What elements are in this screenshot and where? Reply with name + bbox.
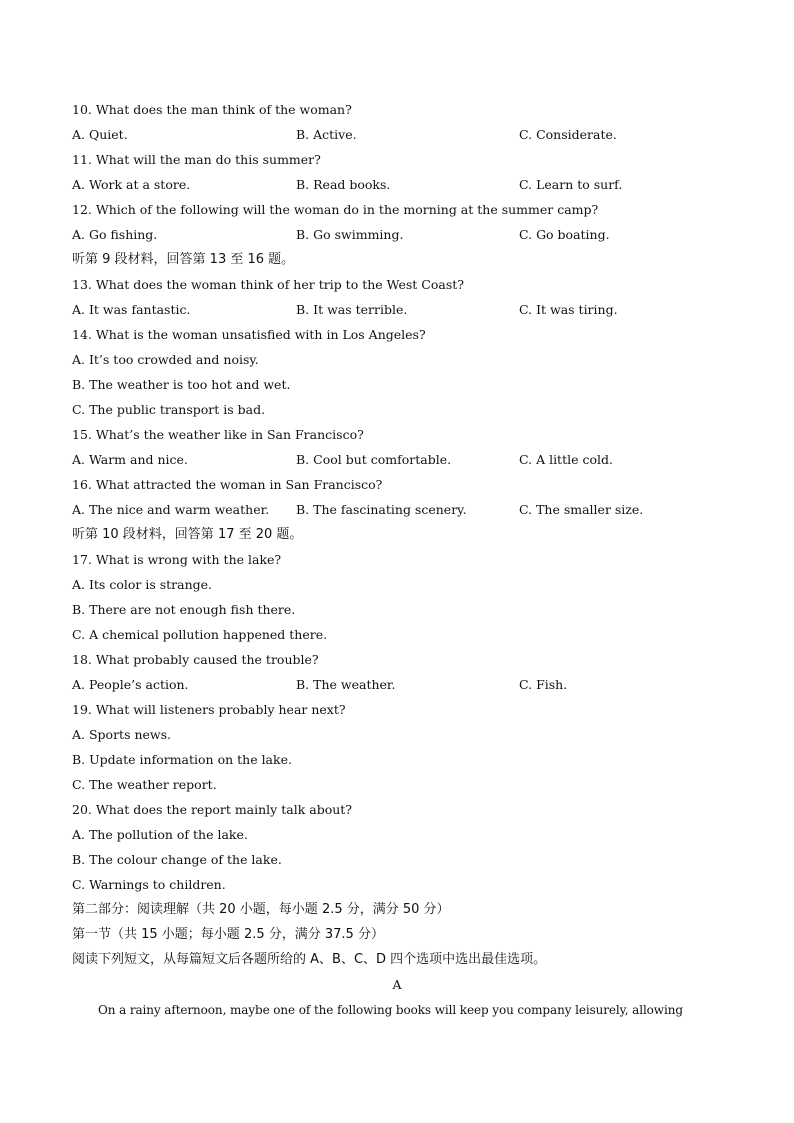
- answer-option: A. Warm and nice.: [72, 452, 188, 467]
- answer-option: C. A chemical pollution happened there.: [72, 627, 328, 642]
- question-text: 17. What is wrong with the lake?: [72, 552, 282, 567]
- question-text: 18. What probably caused the trouble?: [72, 652, 319, 667]
- answer-option: A. The pollution of the lake.: [72, 827, 248, 842]
- answer-option: C. It was tiring.: [519, 302, 618, 317]
- option-row: [72, 301, 722, 319]
- answer-option: C. The weather report.: [72, 777, 217, 792]
- answer-option: B. Read books.: [296, 177, 391, 192]
- answer-option: B. Cool but comfortable.: [296, 452, 452, 467]
- question-text: 12. Which of the following will the woman do in the morning at the summer camp?: [72, 202, 599, 217]
- section-heading: 听第 10 段材料，回答第 17 至 20 题。: [72, 527, 303, 542]
- answer-option: A. Its color is strange.: [72, 577, 212, 592]
- question-text: 16. What attracted the woman in San Francisco?: [72, 477, 383, 492]
- answer-option: A. Sports news.: [72, 727, 171, 742]
- answer-option: B. The weather.: [296, 677, 396, 692]
- answer-option: A. The nice and warm weather.: [72, 502, 270, 517]
- answer-option: B. The colour change of the lake.: [72, 852, 282, 867]
- answer-option: B. The weather is too hot and wet.: [72, 377, 291, 392]
- answer-option: B. It was terrible.: [296, 302, 408, 317]
- answer-option: C. Go boating.: [519, 227, 610, 242]
- answer-option: C. Warnings to children.: [72, 877, 226, 892]
- section-heading: 第二部分：阅读理解（共 20 小题，每小题 2.5 分，满分 50 分）: [72, 902, 450, 917]
- option-row: [72, 676, 722, 694]
- answer-option: A. Work at a store.: [72, 177, 191, 192]
- answer-option: C. Learn to surf.: [519, 177, 623, 192]
- option-row: [72, 501, 722, 519]
- answer-option: B. The fascinating scenery.: [296, 502, 467, 517]
- answer-option: A. Go fishing.: [72, 227, 158, 242]
- answer-option: C. The public transport is bad.: [72, 402, 266, 417]
- question-text: 10. What does the man think of the woman?: [72, 102, 352, 117]
- question-text: 15. What’s the weather like in San Francisco?: [72, 427, 364, 442]
- answer-option: B. Go swimming.: [296, 227, 404, 242]
- answer-option: A. It was fantastic.: [72, 302, 191, 317]
- answer-option: B. Active.: [296, 127, 357, 142]
- passage-label: A: [392, 977, 402, 992]
- answer-option: A. It’s too crowded and noisy.: [72, 352, 259, 367]
- question-text: 14. What is the woman unsatisfied with in Los Angeles?: [72, 327, 426, 342]
- answer-option: B. Update information on the lake.: [72, 752, 292, 767]
- question-text: 11. What will the man do this summer?: [72, 152, 321, 167]
- question-text: 19. What will listeners probably hear next?: [72, 702, 346, 717]
- option-row: [72, 176, 722, 194]
- answer-option: C. The smaller size.: [519, 502, 644, 517]
- section-heading: 阅读下列短文，从每篇短文后各题所给的 A、B、C、D 四个选项中选出最佳选项。: [72, 952, 547, 967]
- question-text: 20. What does the report mainly talk about?: [72, 802, 352, 817]
- answer-option: C. Considerate.: [519, 127, 617, 142]
- answer-option: A. People’s action.: [72, 677, 189, 692]
- answer-option: A. Quiet.: [72, 127, 128, 142]
- section-heading: 听第 9 段材料，回答第 13 至 16 题。: [72, 252, 295, 267]
- option-row: [72, 126, 722, 144]
- answer-option: C. A little cold.: [519, 452, 613, 467]
- answer-option: C. Fish.: [519, 677, 568, 692]
- option-row: [72, 451, 722, 469]
- passage-text: On a rainy afternoon, maybe one of the following books will keep you company leisurely, allowing: [98, 1003, 683, 1017]
- option-row: [72, 226, 722, 244]
- section-heading: 第一节（共 15 小题；每小题 2.5 分，满分 37.5 分）: [72, 927, 384, 942]
- answer-option: B. There are not enough fish there.: [72, 602, 296, 617]
- question-text: 13. What does the woman think of her trip to the West Coast?: [72, 277, 464, 292]
